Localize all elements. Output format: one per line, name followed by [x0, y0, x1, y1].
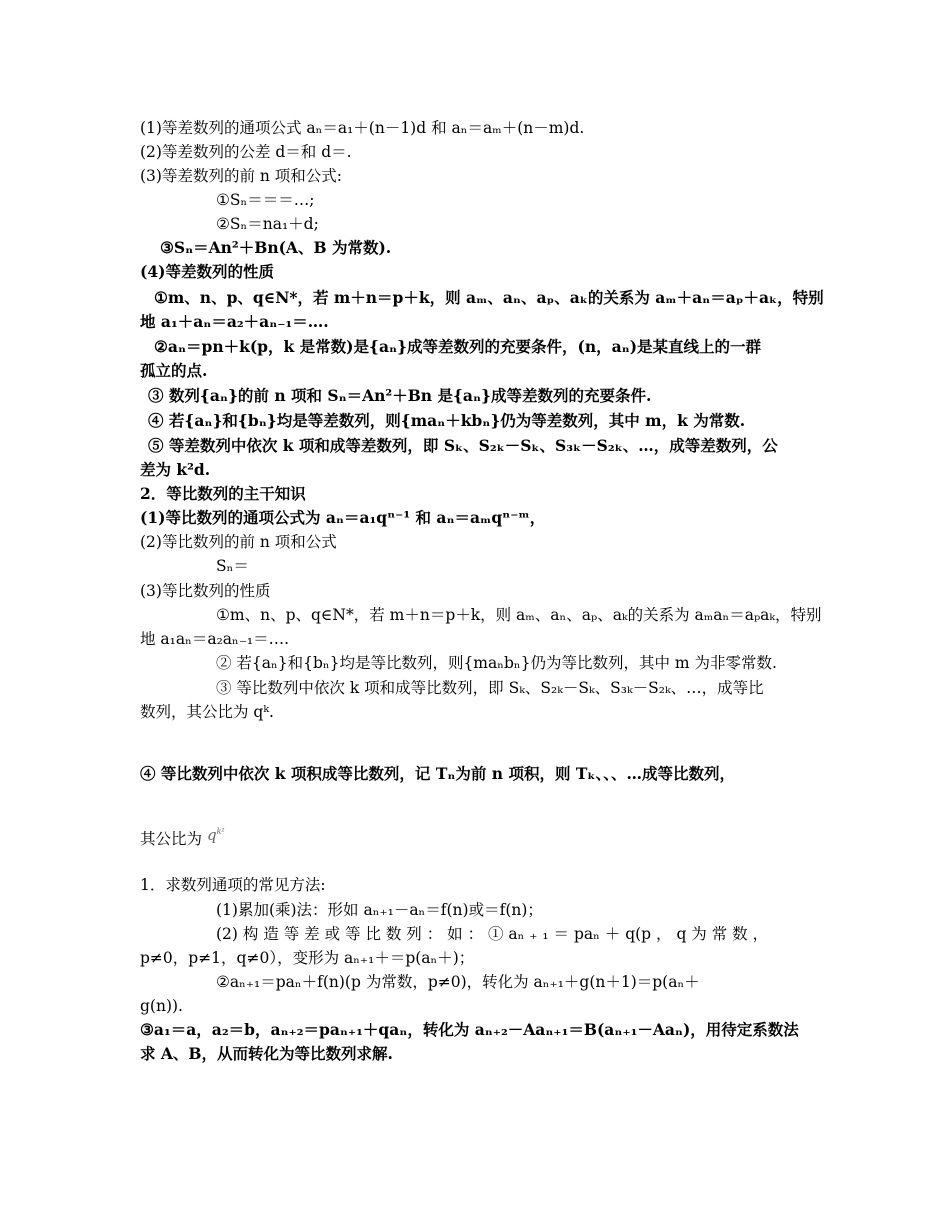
- line-14: ⑤ 等差数列中依次 k 项和成等差数列，即 Sₖ、S₂ₖ－Sₖ、S₃ₖ－S₂ₖ、…，成等差数列，公: [148, 436, 778, 455]
- line-26: ④ 等比数列中依次 k 项积成等比数列，记 Tₙ为前 n 项积，则 Tₖ、、、…成等比数列，: [140, 764, 736, 783]
- line-32: ②aₙ₊₁＝paₙ＋f(n)(p 为常数，p≠0)，转化为 aₙ₊₁＋g(n＋1)＝p(aₙ＋: [216, 973, 700, 991]
- line-31: p≠0，p≠1，q≠0），变形为 aₙ₊₁＋＝p(aₙ＋)；: [140, 949, 475, 967]
- line-21: ①m、n、p、q∈N*，若 m＋n＝p＋k，则 aₘ、aₙ、aₚ、aₖ的关系为 aₘaₙ＝aₚaₖ，特别: [216, 606, 822, 624]
- line-12: ③ 数列{aₙ}的前 n 项和 Sₙ＝An²＋Bn 是{aₙ}成等差数列的充要条件.: [148, 386, 652, 405]
- line-5: ②Sₙ＝na₁＋d;: [216, 215, 319, 233]
- line-15: 差为 k²d.: [140, 460, 211, 479]
- line-11: 孤立的点.: [140, 361, 208, 380]
- line-29: (1)累加(乘)法：形如 aₙ₊₁－aₙ＝f(n)或＝f(n)；: [216, 901, 543, 919]
- line-22: 地 a₁aₙ＝a₂aₙ₋₁＝….: [140, 630, 290, 648]
- line-18: (2)等比数列的前 n 项和公式: [140, 533, 337, 551]
- line-27: [140, 826, 225, 849]
- line-34: ③a₁＝a，a₂＝b，aₙ₊₂＝paₙ₊₁＋qaₙ，转化为 aₙ₊₂－Aaₙ₊₁＝B(aₙ₊₁－Aaₙ)，用待定系数法: [140, 1020, 799, 1039]
- ratio-formula: $q^{k^2}$: [206, 826, 225, 844]
- line-24: ③ 等比数列中依次 k 项和成等比数列，即 Sₖ、S₂ₖ－Sₖ、S₃ₖ－S₂ₖ、…，成等比: [216, 679, 764, 697]
- line-17: (1)等比数列的通项公式为 aₙ＝a₁qⁿ⁻¹ 和 aₙ＝aₘqⁿ⁻ᵐ，: [140, 508, 546, 527]
- line-7: (4)等差数列的性质: [140, 262, 274, 281]
- line-28: 1．求数列通项的常见方法:: [140, 876, 326, 894]
- line-13: ④ 若{aₙ}和{bₙ}均是等差数列，则{maₙ＋kbₙ}仍为等差数列，其中 m，k 为常数.: [148, 411, 746, 430]
- line-23: ② 若{aₙ}和{bₙ}均是等比数列，则{maₙbₙ}仍为等比数列，其中 m 为非零常数.: [216, 654, 777, 672]
- line-16: 2．等比数列的主干知识: [140, 484, 306, 503]
- line-1: (1)等差数列的通项公式 aₙ＝a₁＋(n－1)d 和 aₙ＝aₘ＋(n－m)d.: [140, 119, 585, 137]
- line-9: 地 a₁＋aₙ＝a₂＋aₙ₋₁＝….: [140, 312, 329, 331]
- line-8: ①m、n、p、q∈N*，若 m＋n＝p＋k，则 aₘ、aₙ、aₚ、aₖ的关系为 aₘ＋aₙ＝aₚ＋aₖ，特别: [154, 288, 824, 307]
- line-2: (2)等差数列的公差 d＝和 d＝.: [140, 143, 352, 161]
- line-35: 求 A、B，从而转化为等比数列求解.: [140, 1044, 393, 1063]
- line-10: ②aₙ＝pn＋k(p，k 是常数)是{aₙ}成等差数列的充要条件，(n，aₙ)是某直线上的一群: [154, 337, 762, 356]
- ratio-text: 其公比为: [140, 830, 203, 848]
- line-19: Sₙ＝: [216, 557, 249, 575]
- line-25: 数列，其公比为 qᵏ.: [140, 703, 274, 721]
- line-6: ③Sₙ＝An²＋Bn(A、B 为常数).: [160, 238, 392, 257]
- line-3: (3)等差数列的前 n 项和公式:: [140, 167, 343, 185]
- line-30: (2) 构 造 等 差 或 等 比 数 列 ： 如 ： ① aₙ ₊ ₁ ＝ paₙ ＋ q(p ， q 为 常 数 ，: [216, 925, 769, 943]
- line-20: (3)等比数列的性质: [140, 582, 271, 600]
- line-4: ①Sₙ＝＝＝…;: [216, 191, 315, 209]
- line-33: g(n)).: [140, 997, 183, 1015]
